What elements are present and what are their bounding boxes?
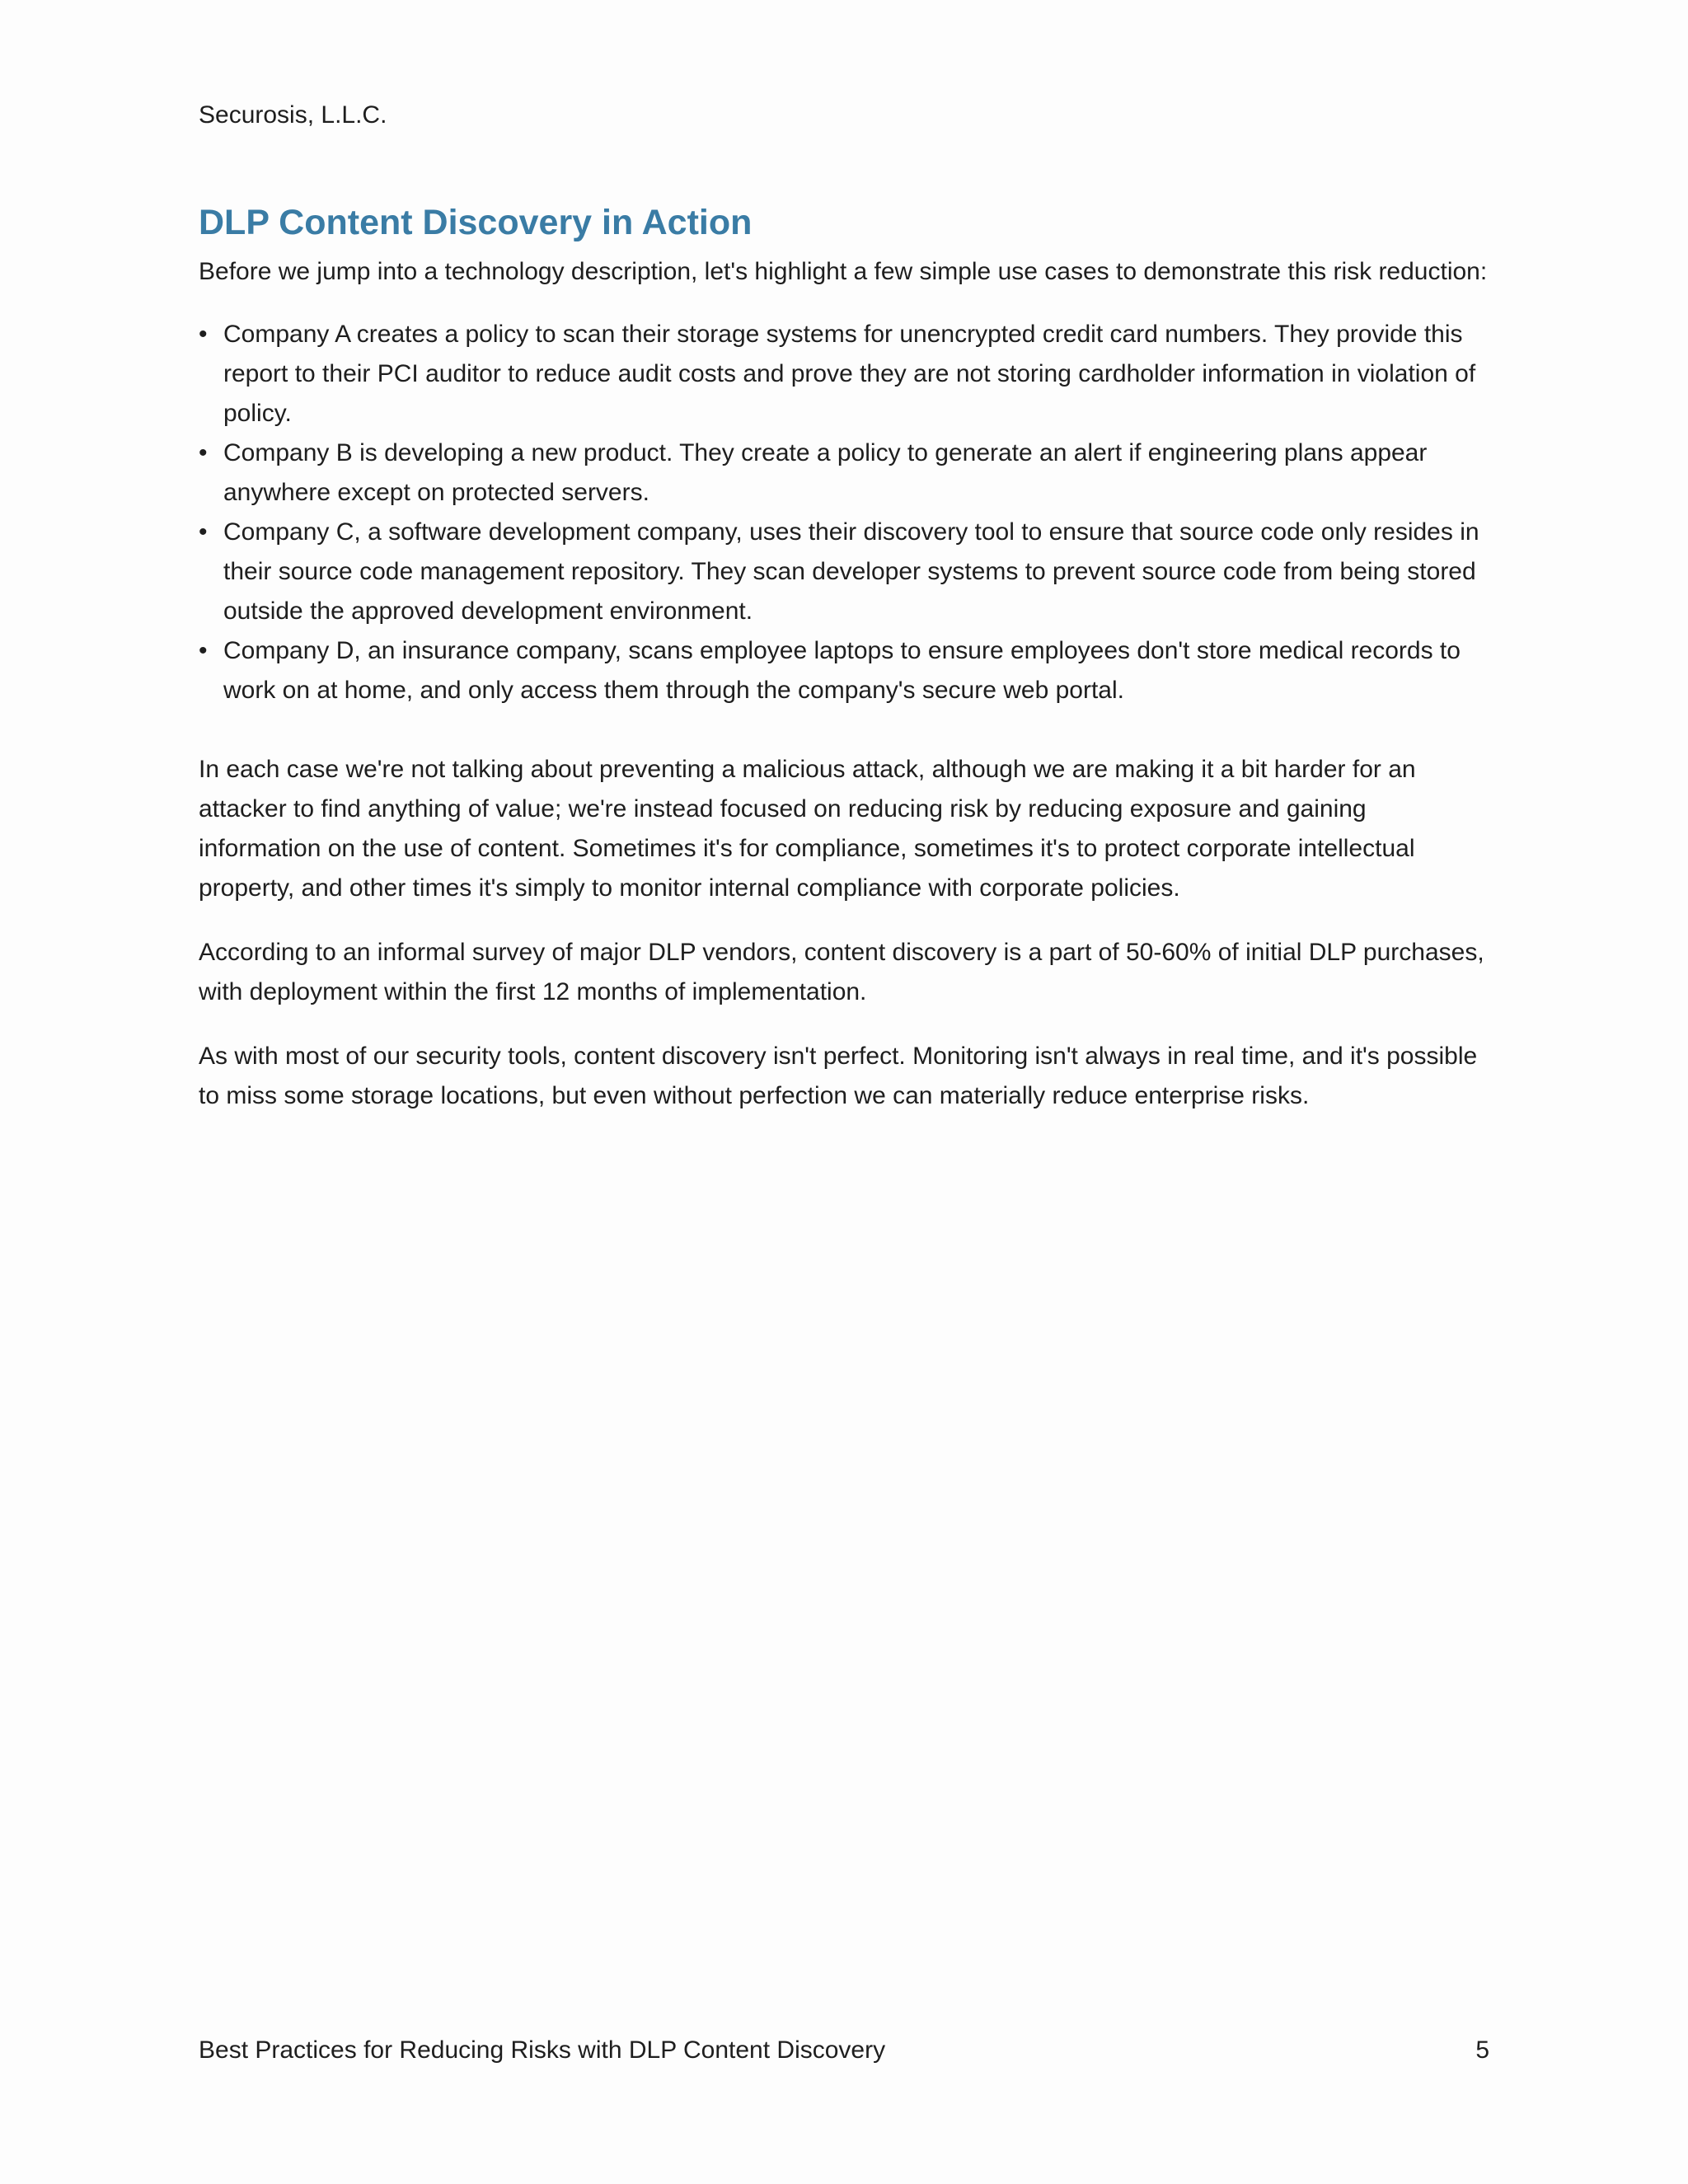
body-paragraph: According to an informal survey of major DLP vendors, content discovery is a part of 50-60% of initial DLP purchases, with deployment within the first 12 months of implementation. <box>199 939 1484 1005</box>
use-case-list <box>199 315 1493 710</box>
header-company-name: Securosis, L.L.C. <box>199 101 387 129</box>
bullet-icon: • <box>199 518 208 546</box>
list-item <box>199 631 1493 710</box>
list-item <box>199 315 1493 434</box>
body-paragraph: In each case we're not talking about preventing a malicious attack, although we are making it a bit harder for an attacker to find anything of value; we're instead focused on reducing risk by reducing exposure and gaining information on the use of content. Sometimes it's for compliance, sometimes it's to protect corporate intellectual property, and other times it's simply to monitor internal compliance with corporate policies. <box>199 756 1416 902</box>
page-content <box>199 198 1493 1116</box>
intro-paragraph: Before we jump into a technology description, let's highlight a few simple use cases to demonstrate this risk reduction: <box>199 258 1488 285</box>
footer-page-number: 5 <box>1475 2036 1489 2064</box>
list-item-text: Company A creates a policy to scan their storage systems for unencrypted credit card numbers. They provide this report to their PCI auditor to reduce audit costs and prove they are not storing cardholder information in violation of policy. <box>223 321 1476 427</box>
bullet-icon: • <box>199 439 208 466</box>
list-item <box>199 513 1493 631</box>
bullet-icon: • <box>199 321 208 348</box>
section-title: DLP Content Discovery in Action <box>199 203 753 242</box>
list-item-text: Company C, a software development company, uses their discovery tool to ensure that source code only resides in their source code management repository. They scan developer systems to prevent source code from being stored outside the approved development environment. <box>223 518 1479 625</box>
list-item-text: Company D, an insurance company, scans employee laptops to ensure employees don't store medical records to work on at home, and only access them through the company's secure web portal. <box>223 637 1461 704</box>
footer-document-title: Best Practices for Reducing Risks with DLP Content Discovery <box>199 2036 886 2064</box>
list-item <box>199 434 1493 513</box>
body-paragraph: As with most of our security tools, content discovery isn't perfect. Monitoring isn't always in real time, and it's possible to miss some storage locations, but even without perfection we can materially reduce enterprise risks. <box>199 1043 1478 1109</box>
list-item-text: Company B is developing a new product. They create a policy to generate an alert if engineering plans appear anywhere except on protected servers. <box>223 439 1428 506</box>
bullet-icon: • <box>199 637 208 664</box>
